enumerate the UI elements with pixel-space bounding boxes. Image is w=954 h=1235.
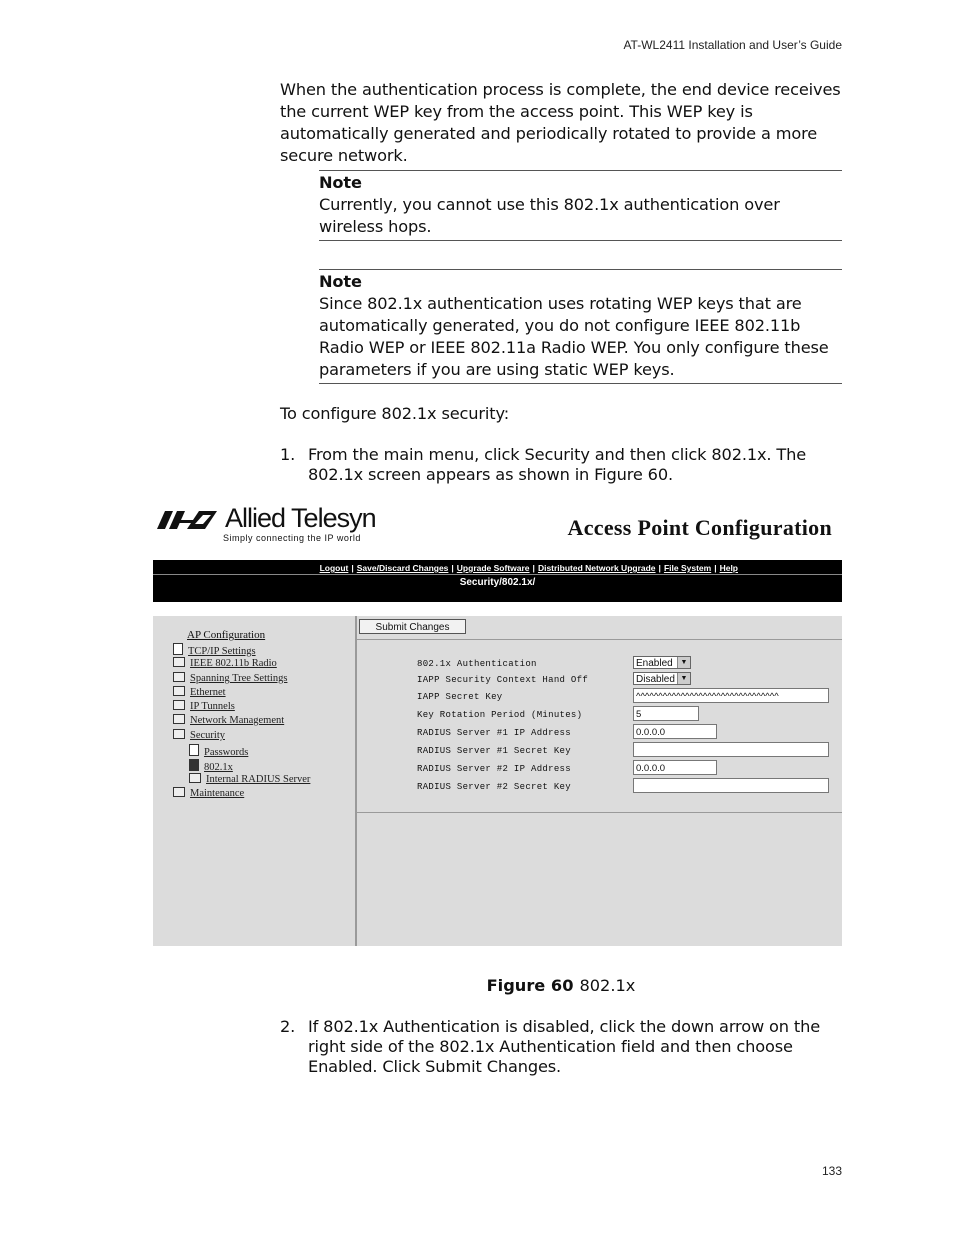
folder-icon [189, 773, 201, 783]
figure-caption-text: 802.1x [579, 976, 636, 995]
field-label: RADIUS Server #2 IP Address [417, 764, 571, 774]
submit-changes-button[interactable]: Submit Changes [359, 619, 466, 634]
folder-icon [173, 657, 185, 667]
breadcrumb: Security/802.1x/ [459, 577, 536, 588]
page-number: 133 [821, 1164, 842, 1178]
note-box [319, 269, 842, 384]
nav-file-system[interactable]: File System [663, 563, 712, 573]
step-number: 1. [280, 445, 296, 464]
nav-divider [153, 574, 842, 575]
note-text: Currently, you cannot use this 802.1x authentication over wireless hops. [319, 195, 780, 236]
doc-icon [189, 759, 199, 771]
sidebar-tree [153, 616, 357, 946]
field-label: RADIUS Server #1 IP Address [417, 728, 571, 738]
note-title: Note [319, 272, 362, 291]
folder-icon [173, 686, 185, 696]
intro-paragraph: When the authentication process is complete, the end device receives the current WEP key from the access point. This WEP key is automatically generated and periodically rotated to provide a more secure network. [280, 80, 841, 165]
procedure-intro: To configure 802.1x security: [280, 404, 510, 423]
figure-caption [280, 976, 842, 995]
tree-item-security[interactable]: Security [173, 729, 225, 741]
radius1-ip-input[interactable]: 0.0.0.0 [633, 724, 717, 739]
allied-telesyn-logo-icon [155, 509, 219, 531]
note-text: Since 802.1x authentication uses rotating WEP keys that are automatically generated, you do not configure IEEE 802.11b Radio WEP or IEEE 802.11a Radio WEP. You only configure these parameters if you are using static WEP keys. [319, 294, 829, 379]
step-text: From the main menu, click Security and then click 802.1x. The 802.1x screen appears as shown in Figure 60. [308, 445, 807, 484]
field-label: Key Rotation Period (Minutes) [417, 710, 583, 720]
radius1-secret-input[interactable] [633, 742, 829, 757]
note-title: Note [319, 173, 362, 192]
chevron-down-icon[interactable]: ▼ [677, 657, 690, 668]
field-label: IAPP Security Context Hand Off [417, 675, 589, 685]
step-text: If 802.1x Authentication is disabled, click the down arrow on the right side of the 802.1x Authentication field and then choose Enabled. Click Submit Changes. [308, 1017, 821, 1076]
tree-item-radius-server[interactable]: Internal RADIUS Server [189, 773, 310, 785]
nav-save-discard[interactable]: Save/Discard Changes [356, 563, 449, 573]
folder-icon [173, 700, 185, 710]
doc-icon [173, 643, 183, 655]
open-folder-icon [173, 729, 185, 739]
field-label: 802.1x Authentication [417, 659, 537, 669]
authentication-select[interactable]: Enabled ▼ [633, 656, 691, 669]
tree-item-maintenance[interactable]: Maintenance [173, 787, 244, 799]
tree-title[interactable]: AP Configuration [187, 629, 266, 641]
chevron-down-icon[interactable]: ▼ [677, 673, 690, 684]
tree-item-spanning-tree[interactable]: Spanning Tree Settings [173, 672, 287, 684]
nav-upgrade-software[interactable]: Upgrade Software [456, 563, 530, 573]
settings-form [357, 616, 842, 946]
tree-item-8021x[interactable]: 802.1x [189, 759, 233, 773]
folder-icon [173, 714, 185, 724]
folder-icon [173, 787, 185, 797]
brand-bar [153, 503, 842, 551]
field-label: RADIUS Server #1 Secret Key [417, 746, 571, 756]
note-box [319, 170, 842, 241]
nav-logout[interactable]: Logout [319, 563, 349, 573]
step-number: 2. [280, 1017, 296, 1036]
tree-item-radio[interactable]: IEEE 802.11b Radio [173, 657, 277, 669]
tree-item-passwords[interactable]: Passwords [189, 744, 248, 758]
folder-icon [173, 672, 185, 682]
brand-tagline: Simply connecting the IP world [223, 533, 361, 543]
brand-name: Allied Telesyn [225, 503, 376, 533]
context-handoff-select[interactable]: Disabled ▼ [633, 672, 691, 685]
tree-item-ip-tunnels[interactable]: IP Tunnels [173, 700, 235, 712]
nav-help[interactable]: Help [719, 563, 738, 573]
tree-item-tcpip[interactable]: TCP/IP Settings [173, 643, 256, 657]
nav-distributed-upgrade[interactable]: Distributed Network Upgrade [537, 563, 656, 573]
doc-icon [189, 744, 199, 756]
figure-label: Figure 60 [486, 976, 574, 995]
field-label: IAPP Secret Key [417, 692, 503, 702]
key-rotation-input[interactable]: 5 [633, 706, 699, 721]
field-label: RADIUS Server #2 Secret Key [417, 782, 571, 792]
iapp-secret-key-input[interactable]: ^^^^^^^^^^^^^^^^^^^^^^^^^^^^^^^^ [633, 688, 829, 703]
nav-links: Logout | Save/Discard Changes | Upgrade Software | Distributed Network Upgrade | File System | Help [319, 563, 738, 573]
radius2-ip-input[interactable]: 0.0.0.0 [633, 760, 717, 775]
radius2-secret-input[interactable] [633, 778, 829, 793]
app-title: Access Point Configuration [567, 515, 832, 540]
running-header: AT-WL2411 Installation and User’s Guide [623, 38, 842, 52]
tree-item-network-mgmt[interactable]: Network Management [173, 714, 284, 726]
tree-item-ethernet[interactable]: Ethernet [173, 686, 226, 698]
figure-screenshot [153, 503, 842, 946]
